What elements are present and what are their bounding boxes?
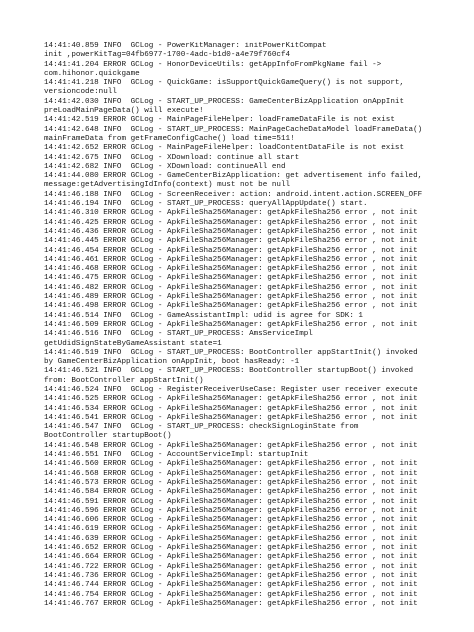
log-line: 14:41:46.498 ERROR GCLog - ApkFileSha256Manager: getApkFileSha256 error , not init (44, 302, 418, 311)
log-line: 14:41:46.619 ERROR GCLog - ApkFileSha256Manager: getApkFileSha256 error , not init (44, 525, 418, 534)
log-line: 14:41:46.568 ERROR GCLog - ApkFileSha256Manager: getApkFileSha256 error , not init (44, 469, 418, 478)
log-line: 14:41:46.475 ERROR GCLog - ApkFileSha256Manager: getApkFileSha256 error , not init (44, 274, 418, 283)
log-line: 14:41:46.482 ERROR GCLog - ApkFileSha256Manager: getApkFileSha256 error , not init (44, 283, 418, 292)
log-line: from: BootController appStartInit() (44, 376, 204, 385)
log-line: 14:41:42.519 ERROR GCLog - MainPageFileHelper: loadFrameDataFile is not exist (44, 116, 395, 125)
log-line: by GameCenterBizApplication onAppInit, boot hasReady: -1 (44, 358, 300, 367)
log-line: 14:41:46.310 ERROR GCLog - ApkFileSha256Manager: getApkFileSha256 error , not init (44, 209, 418, 218)
log-line: 14:41:46.584 ERROR GCLog - ApkFileSha256Manager: getApkFileSha256 error , not init (44, 488, 418, 497)
log-line: 14:41:46.521 INFO GCLog - START_UP_PROCESS: BootController startupBoot() invoked (44, 367, 414, 376)
log-line: 14:41:42.675 INFO GCLog - XDownload: continue all start (44, 153, 300, 162)
log-line: 14:41:46.736 ERROR GCLog - ApkFileSha256Manager: getApkFileSha256 error , not init (44, 571, 418, 580)
log-line: 14:41:46.519 INFO GCLog - START_UP_PROCESS: BootController appStartInit() invoked (44, 348, 418, 357)
log-line: 14:41:46.436 ERROR GCLog - ApkFileSha256Manager: getApkFileSha256 error , not init (44, 227, 418, 236)
log-line: 14:41:46.534 ERROR GCLog - ApkFileSha256Manager: getApkFileSha256 error , not init (44, 404, 418, 413)
log-line: 14:41:46.194 INFO GCLog - START_UP_PROCESS: queryAllAppUpdate() start. (44, 200, 368, 209)
log-line: 14:41:46.524 INFO GCLog - RegisterReceiverUseCase: Register user receiver execute (44, 385, 418, 394)
log-line: 14:41:46.551 INFO GCLog - AccountServiceImpl: startupInit (44, 451, 309, 460)
log-line: BootController startupBoot() (44, 432, 172, 441)
log-line: 14:41:46.591 ERROR GCLog - ApkFileSha256Manager: getApkFileSha256 error , not init (44, 497, 418, 506)
log-line: 14:41:46.541 ERROR GCLog - ApkFileSha256Manager: getApkFileSha256 error , not init (44, 413, 418, 422)
log-line: 14:41:41.218 INFO GCLog - QuickGame: isSupportQuickGameQuery() is not support, (44, 79, 405, 88)
log-line: 14:41:42.030 INFO GCLog - START_UP_PROCESS: GameCenterBizApplication onAppInit (44, 97, 405, 106)
log-line: 14:41:42.682 INFO GCLog - XDownload: continueAll end (44, 162, 286, 171)
log-line: 14:41:46.573 ERROR GCLog - ApkFileSha256Manager: getApkFileSha256 error , not init (44, 478, 418, 487)
log-line: 14:41:46.548 ERROR GCLog - ApkFileSha256Manager: getApkFileSha256 error , not init (44, 441, 418, 450)
log-line: 14:41:46.744 ERROR GCLog - ApkFileSha256Manager: getApkFileSha256 error , not init (44, 581, 418, 590)
log-line: 14:41:46.468 ERROR GCLog - ApkFileSha256Manager: getApkFileSha256 error , not init (44, 265, 418, 274)
log-line: versioncode:null (44, 88, 117, 97)
log-line: preLoadMainPageData() will execute! (44, 107, 204, 116)
log-line: 14:41:46.547 INFO GCLog - START_UP_PROCESS: checkSignLoginState from (44, 423, 359, 432)
log-line: 14:41:46.516 INFO GCLog - START_UP_PROCESS: AmsServiceImpl (44, 330, 313, 339)
log-line: 14:41:46.652 ERROR GCLog - ApkFileSha256Manager: getApkFileSha256 error , not init (44, 544, 418, 553)
log-line: 14:41:40.859 INFO GCLog - PowerKitManager: initPowerKitCompat (44, 42, 327, 50)
log-line: 14:41:46.188 INFO GCLog - ScreenReceiver: action: android.intent.action.SCREEN_OFF (44, 190, 423, 199)
log-line: 14:41:42.652 ERROR GCLog - MainPageFileHelper: loadContentDataFile is not exist (44, 144, 405, 153)
log-line: message:getAdvertisingIdInfo(context) must not be null (44, 181, 291, 190)
log-line: 14:41:42.648 INFO GCLog - START_UP_PROCESS: MainPageCacheDataModel loadFrameData() (44, 125, 423, 134)
log-line: init ,powerKitTag=04fb6977-1700-4adc-b1d0-a4e79f760cf4 (44, 51, 291, 60)
log-output (44, 42, 469, 609)
log-line: 14:41:46.767 ERROR GCLog - ApkFileSha256Manager: getApkFileSha256 error , not init (44, 599, 418, 608)
log-line: 14:41:46.606 ERROR GCLog - ApkFileSha256Manager: getApkFileSha256 error , not init (44, 516, 418, 525)
log-line: getUdidSignStateByGameAssistant state=1 (44, 339, 222, 348)
log-line: 14:41:46.525 ERROR GCLog - ApkFileSha256Manager: getApkFileSha256 error , not init (44, 395, 418, 404)
log-line: 14:41:46.664 ERROR GCLog - ApkFileSha256Manager: getApkFileSha256 error , not init (44, 553, 418, 562)
log-line: 14:41:46.722 ERROR GCLog - ApkFileSha256Manager: getApkFileSha256 error , not init (44, 562, 418, 571)
log-line: 14:41:46.509 ERROR GCLog - ApkFileSha256Manager: getApkFileSha256 error , not init (44, 320, 418, 329)
log-line: 14:41:46.489 ERROR GCLog - ApkFileSha256Manager: getApkFileSha256 error , not init (44, 293, 418, 302)
log-line: 14:41:44.080 ERROR GCLog - GameCenterBizApplication: get advertisement info failed, (44, 172, 423, 181)
log-line: mainFrameData from getFrameConfigCache() load time=511! (44, 134, 295, 143)
log-line: 14:41:46.445 ERROR GCLog - ApkFileSha256Manager: getApkFileSha256 error , not init (44, 237, 418, 246)
log-line: 14:41:46.425 ERROR GCLog - ApkFileSha256Manager: getApkFileSha256 error , not init (44, 218, 418, 227)
log-line: 14:41:46.514 INFO GCLog - GameAssistantImpl: udid is agree for SDK: 1 (44, 311, 363, 320)
log-line: 14:41:46.596 ERROR GCLog - ApkFileSha256Manager: getApkFileSha256 error , not init (44, 506, 418, 515)
log-line: 14:41:46.754 ERROR GCLog - ApkFileSha256Manager: getApkFileSha256 error , not init (44, 590, 418, 599)
log-line: 14:41:46.639 ERROR GCLog - ApkFileSha256Manager: getApkFileSha256 error , not init (44, 534, 418, 543)
log-line: 14:41:46.454 ERROR GCLog - ApkFileSha256Manager: getApkFileSha256 error , not init (44, 246, 418, 255)
log-line: com.hihonor.quickgame (44, 69, 140, 78)
log-line: 14:41:46.560 ERROR GCLog - ApkFileSha256Manager: getApkFileSha256 error , not init (44, 460, 418, 469)
log-line: 14:41:46.461 ERROR GCLog - ApkFileSha256Manager: getApkFileSha256 error , not init (44, 255, 418, 264)
log-line: 14:41:41.204 ERROR GCLog - HonorDeviceUtils: getAppInfoFromPkgName fail -> (44, 60, 382, 69)
